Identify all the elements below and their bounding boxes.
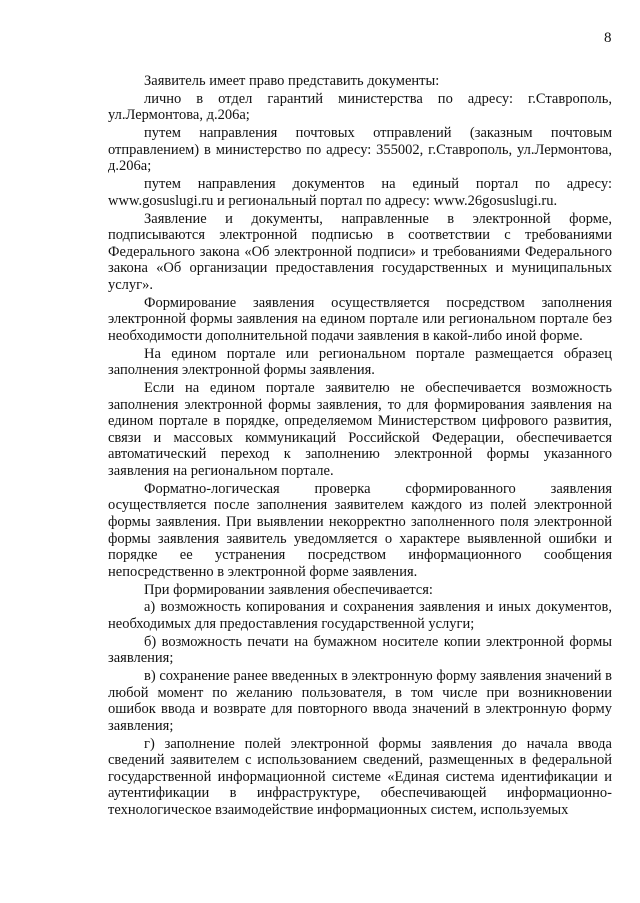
paragraph-intro: Заявитель имеет право представить документы: <box>144 73 440 89</box>
document-body <box>108 73 612 819</box>
paragraph-form-filling: Формирование заявления осуществляется посредством заполнения электронной формы заявления на едином портале или региональном портале без необходимости дополнительной подачи заявления в какой-либо иной форме. <box>108 294 612 344</box>
paragraph-by-portal: путем направления документов на единый портал по адресу: www.gosuslugi.ru и региональный портал по адресу: www.26gosuslugi.ru. <box>108 176 612 209</box>
list-item-a: а) возможность копирования и сохранения заявления и иных документов, необходимых для предоставления государственной услуги; <box>108 599 612 632</box>
paragraph-sample: На едином портале или региональном портале размещается образец заполнения электронной формы заявления. <box>108 345 612 379</box>
paragraph-electronic-signature: Заявление и документы, направленные в электронной форме, подписываются электронной подписью в соответствии с требованиями Федерального закона «Об электронной подписи» и требованиями Федерального закона «Об организации предоставления государственных и муниципальных услуг». <box>108 210 612 293</box>
paragraph-auto-redirect: Если на едином портале заявителю не обеспечивается возможность заполнения электронной формы заявления, то для формирования заявления на едином портале в порядке, определяемом Министерством цифрового развития, связи и массовых коммуникаций Российской Федерации, обеспечивается автоматический переход к заполнению электронной формы указанного заявления на региональном портале. <box>108 380 612 479</box>
list-item-v: в) сохранение ранее введенных в электронную форму заявления значений в любой момент по желанию пользователя, в том числе при возникновении ошибок ввода и возврате для повторного ввода значений в электронную форму заявления; <box>108 668 612 734</box>
paragraph-in-person: лично в отдел гарантий министерства по адресу: г.Ставрополь, ул.Лермонтова, д.206а; <box>108 90 612 124</box>
list-item-b: б) возможность печати на бумажном носителе копии электронной формы заявления; <box>108 633 612 667</box>
page-number: 8 <box>604 30 612 46</box>
list-item-g: г) заполнение полей электронной формы заявления до начала ввода сведений заявителем с использованием сведений, размещенных в федеральной государственной информационной системе «Единая система идентификации и аутентификации в инфраструктуре, обеспечивающей информационно-технологическое взаимодействие информационных систем, используемых <box>108 735 612 818</box>
paragraph-provisions-intro: При формировании заявления обеспечивается: <box>144 581 433 598</box>
paragraph-format-check: Форматно-логическая проверка сформированного заявления осуществляется после заполнения заявителем каждого из полей электронной формы заявления. При выявлении некорректно заполненного поля электронной формы заявления заявитель уведомляется о характере выявленной ошибки и порядке ее устранения посредством информационного сообщения непосредственно в электронной форме заявления. <box>108 480 612 580</box>
paragraph-by-mail: путем направления почтовых отправлений (заказным почтовым отправлением) в министерство по адресу: 355002, г.Ставрополь, ул.Лермонтова, д.206а; <box>108 125 612 175</box>
